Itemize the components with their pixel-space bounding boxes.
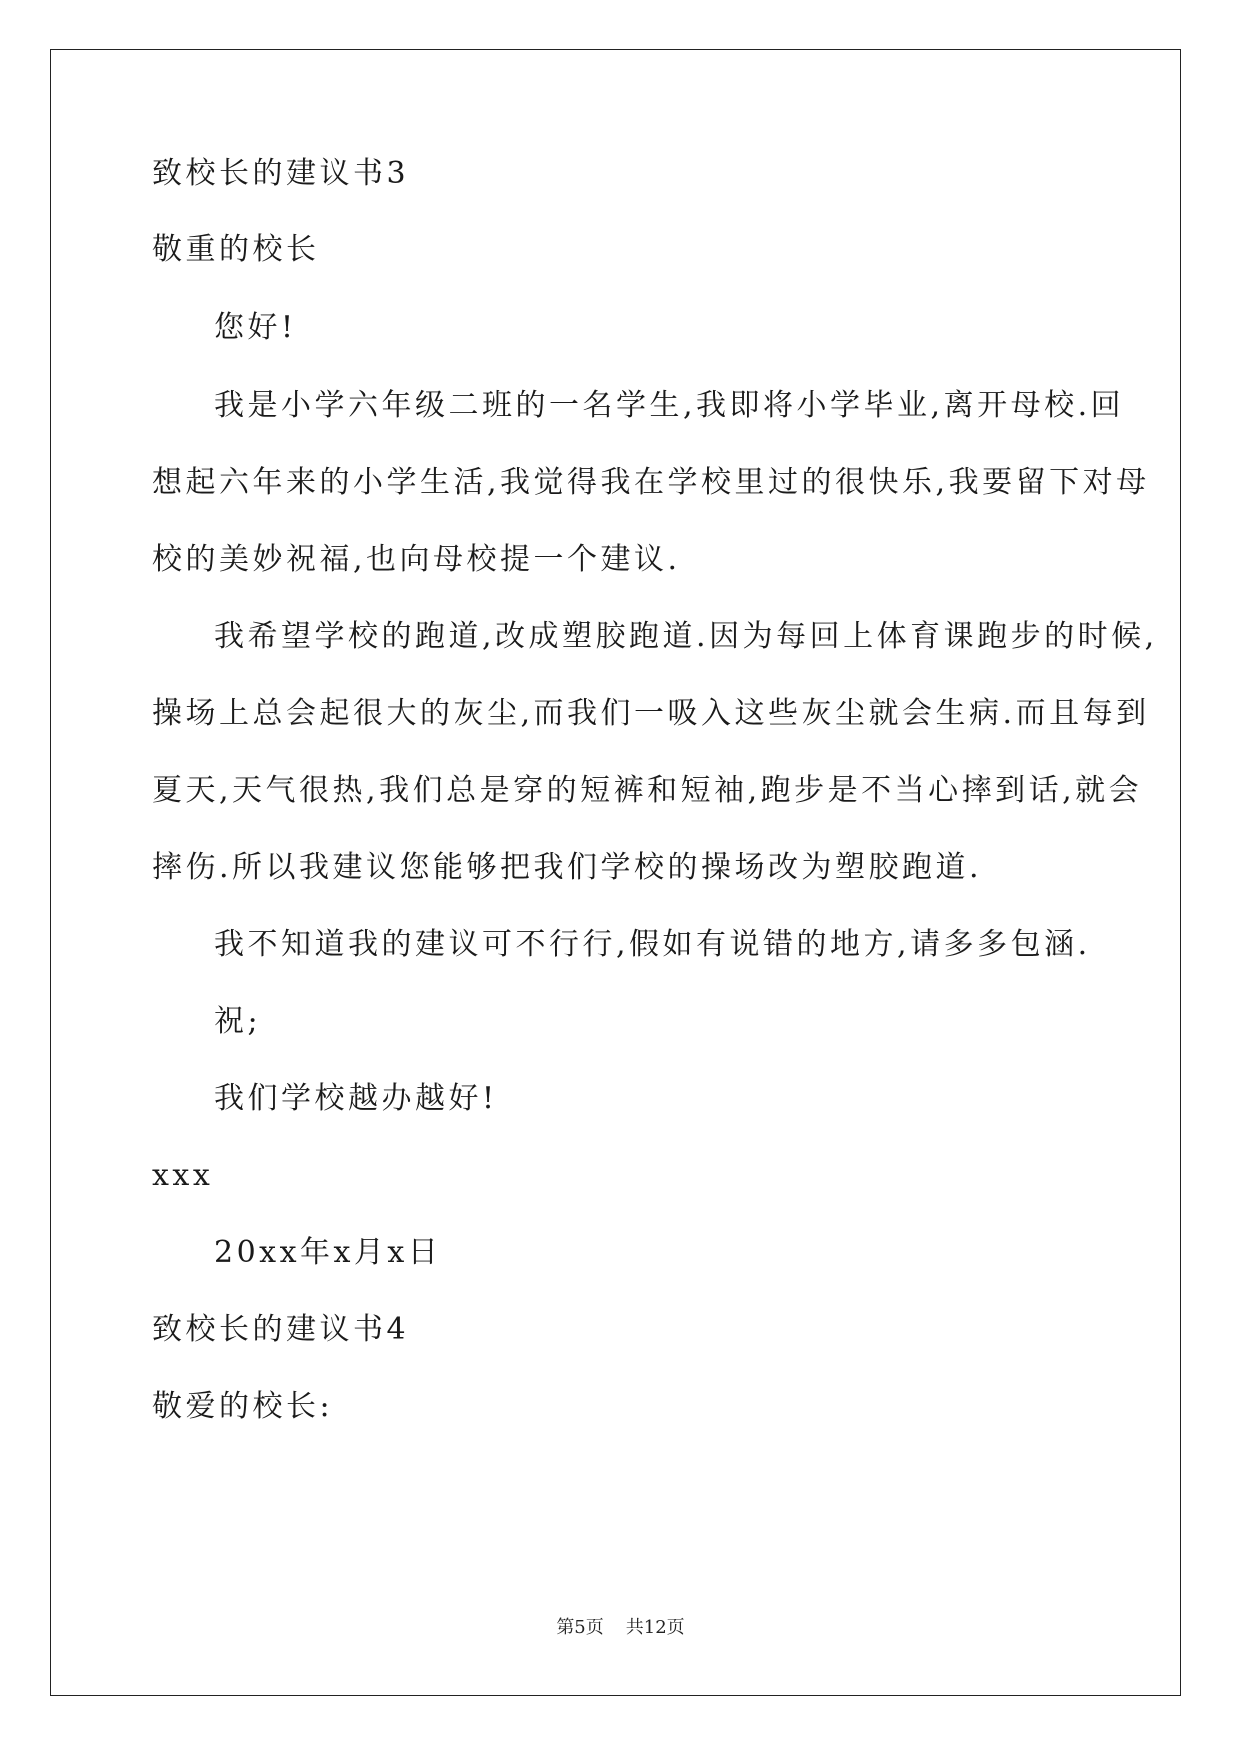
paragraph-line: 我是小学六年级二班的一名学生,我即将小学毕业,离开母校.回	[214, 388, 1125, 423]
paragraph-line: 摔伤.所以我建议您能够把我们学校的操场改为塑胶跑道.	[152, 850, 983, 885]
salutation: 敬重的校长	[152, 232, 320, 267]
page-footer	[0, 1616, 1241, 1640]
greeting: 您好!	[214, 310, 297, 345]
paragraph-line: 操场上总会起很大的灰尘,而我们一吸入这些灰尘就会生病.而且每到	[152, 696, 1150, 731]
salutation: 敬爱的校长:	[152, 1389, 334, 1424]
page-number: 第5页	[556, 1617, 604, 1638]
signature-date: 20xx年x月x日	[214, 1235, 442, 1270]
paragraph-line: 想起六年来的小学生活,我觉得我在学校里过的很快乐,我要留下对母	[152, 465, 1150, 500]
page-total: 共12页	[625, 1617, 685, 1638]
paragraph-line: 校的美妙祝福,也向母校提一个建议.	[152, 542, 681, 577]
letter-title-4: 致校长的建议书4	[152, 1312, 410, 1347]
paragraph-line: 我希望学校的跑道,改成塑胶跑道.因为每回上体育课跑步的时候,	[214, 619, 1158, 654]
paragraph-line: 我不知道我的建议可不行行,假如有说错的地方,请多多包涵.	[214, 927, 1091, 962]
letter-title-3: 致校长的建议书3	[152, 156, 410, 191]
closing-wish-text: 我们学校越办越好!	[214, 1081, 498, 1116]
signature-name: xxx	[152, 1158, 214, 1193]
closing-wish: 祝;	[214, 1004, 262, 1039]
paragraph-line: 夏天,天气很热,我们总是穿的短裤和短袖,跑步是不当心摔到话,就会	[152, 773, 1143, 808]
